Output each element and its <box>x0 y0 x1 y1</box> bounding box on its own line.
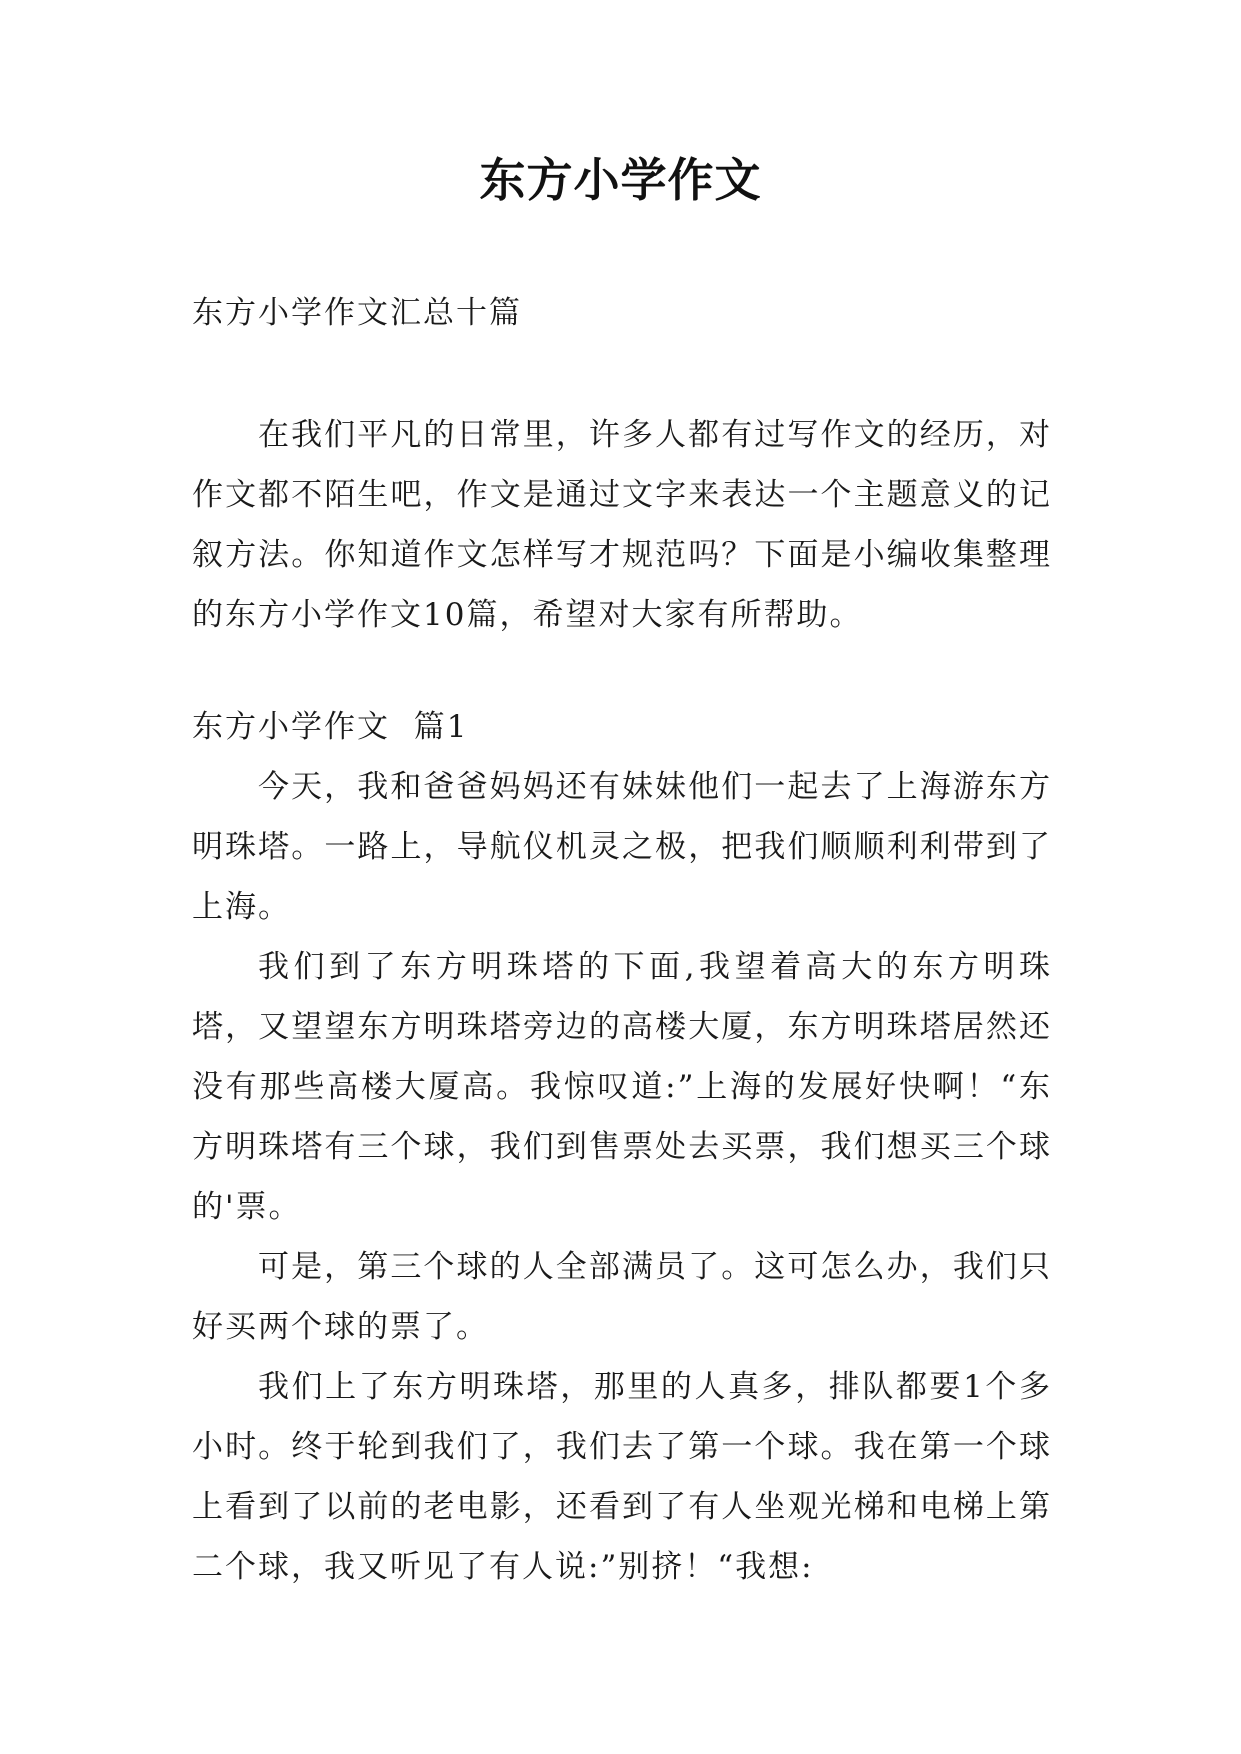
document-body <box>192 283 1052 1597</box>
spacer <box>192 645 1052 697</box>
body-paragraph-3: 可是，第三个球的人全部满员了。这可怎么办，我们只好买两个球的票了。 <box>192 1249 1052 1345</box>
document-subtitle: 东方小学作文汇总十篇 <box>192 295 522 331</box>
body-paragraph-2: 我们到了东方明珠塔的下面,我望着高大的东方明珠塔，又望望东方明珠塔旁边的高楼大厦，东方明珠塔居然还没有那些高楼大厦高。我惊叹道:”上海的发展好快啊！“东方明珠塔有三个球，我们到售票处去买票，我们想买三个球的'票。 <box>192 949 1052 1225</box>
section-heading: 东方小学作文 篇1 <box>192 709 469 745</box>
intro-paragraph: 在我们平凡的日常里，许多人都有过写作文的经历，对作文都不陌生吧，作文是通过文字来表达一个主题意义的记叙方法。你知道作文怎样写才规范吗？下面是小编收集整理的东方小学作文10篇，希望对大家有所帮助。 <box>192 417 1052 633</box>
body-paragraph-1: 今天，我和爸爸妈妈还有妹妹他们一起去了上海游东方明珠塔。一路上，导航仪机灵之极，把我们顺顺利利带到了上海。 <box>192 769 1052 925</box>
document-title: 东方小学作文 <box>479 153 762 207</box>
spacer <box>192 343 1052 405</box>
body-paragraph-4: 我们上了东方明珠塔，那里的人真多，排队都要1个多小时。终于轮到我们了，我们去了第一个球。我在第一个球上看到了以前的老电影，还看到了有人坐观光梯和电梯上第二个球，我又听见了有人说:”别挤！“我想: <box>192 1369 1052 1585</box>
